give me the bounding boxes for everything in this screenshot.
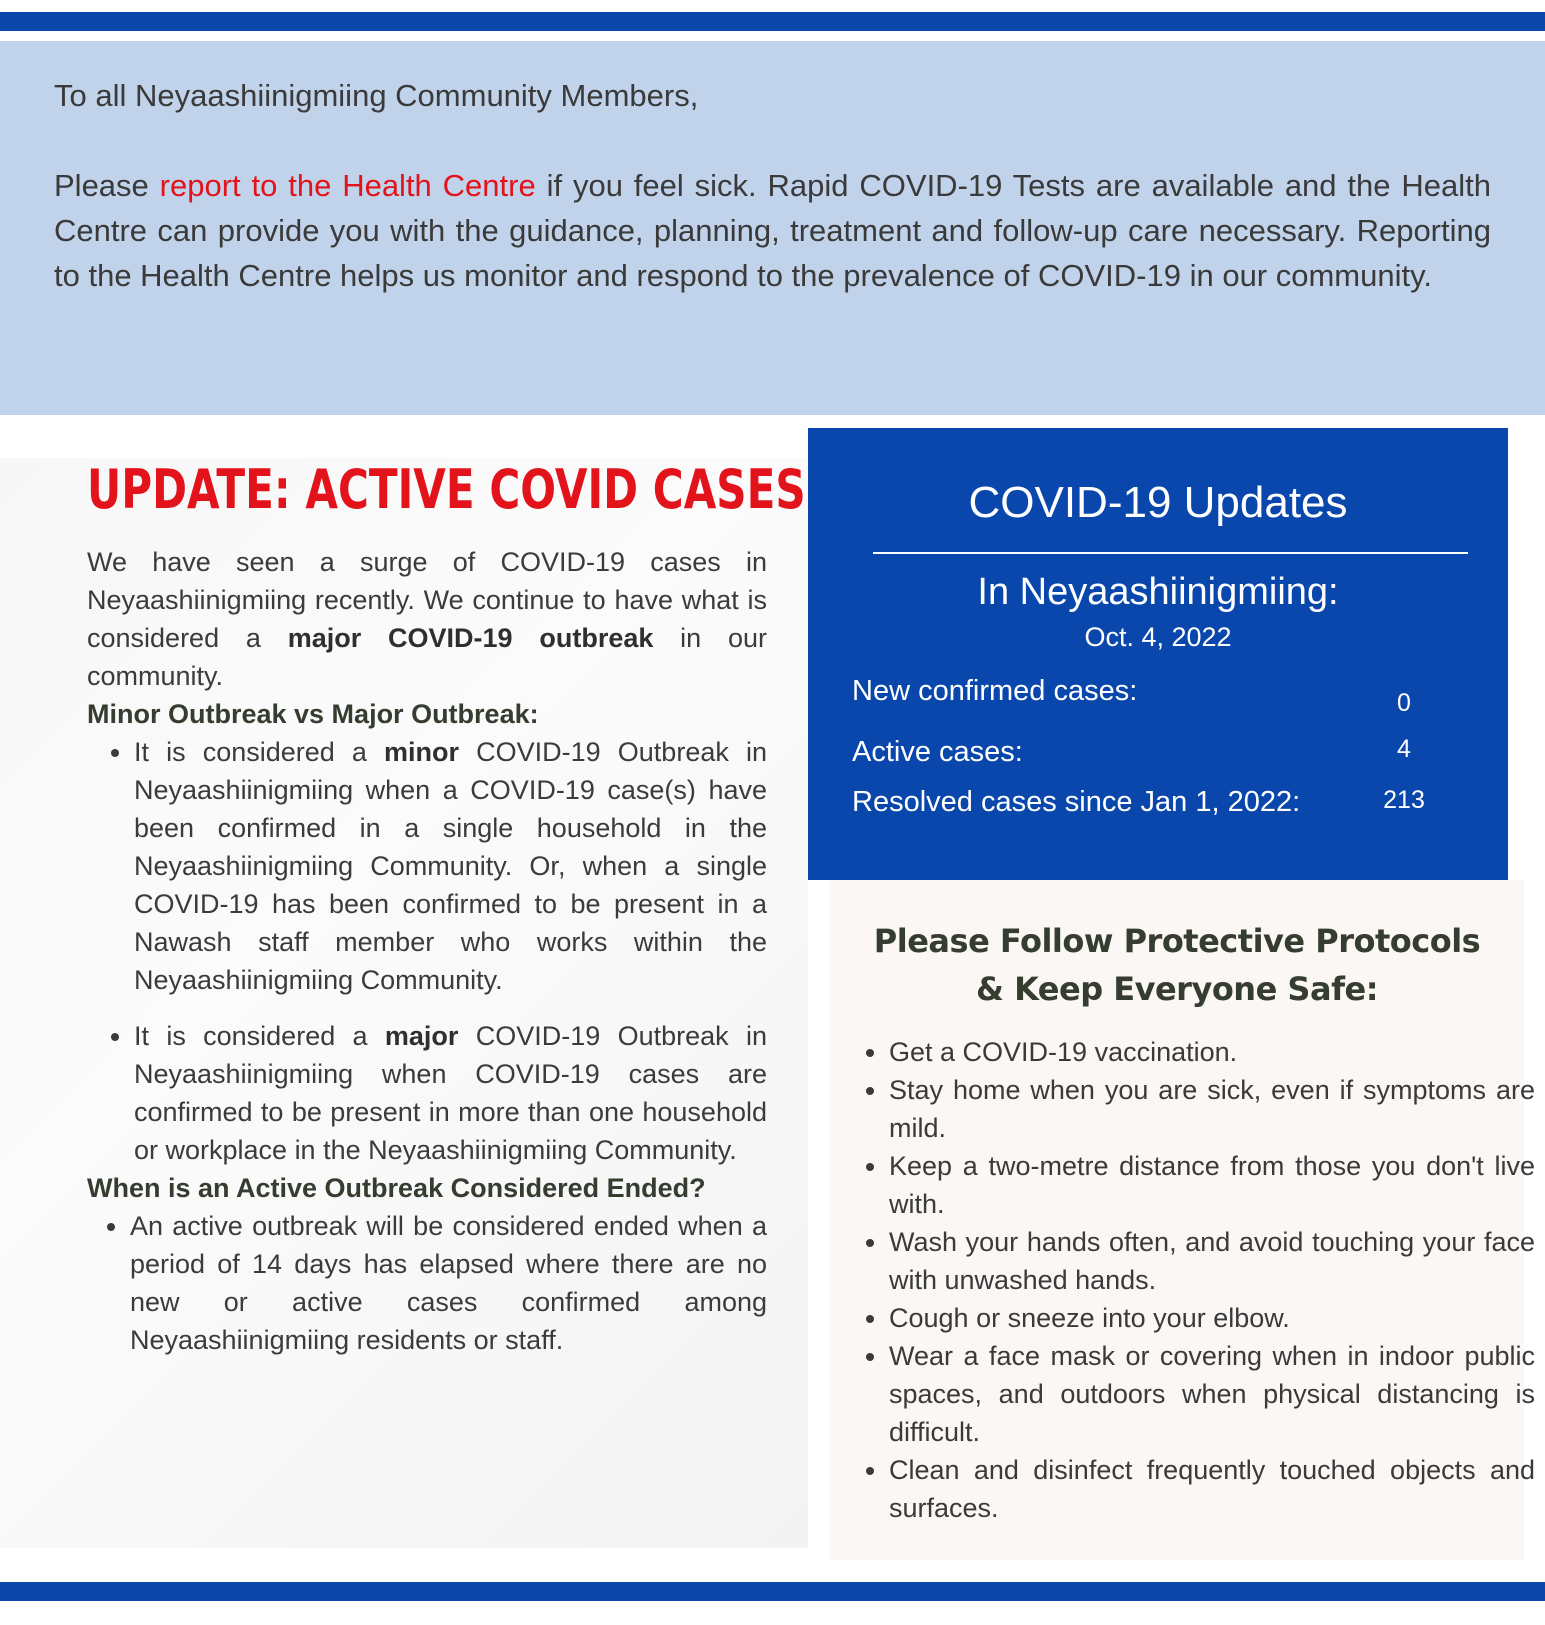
resolved-cases-label: Resolved cases since Jan 1, 2022: bbox=[852, 786, 1301, 818]
list-item: • Get a COVID-19 vaccination. bbox=[889, 1033, 1535, 1071]
active-cases-label: Active cases: bbox=[852, 736, 1023, 768]
list-item: • Wash your hands often, and avoid touching your face with unwashed hands. bbox=[889, 1223, 1535, 1299]
intro-body-post: if you feel sick. Rapid COVID-19 Tests are available and the Health Centre can provide you with the guidance, planning, treatment and follow-up care necessary. Reporting to the Health Centre helps us monitor and respond to the prevalence of COVID-19 in our community. bbox=[54, 168, 1491, 293]
surge-text-pre: We have seen a surge of COVID-19 cases in Neyaashiinigmiing recently. We continue to have what is considered a bbox=[87, 547, 767, 653]
headline: UPDATE: ACTIVE COVID CASES bbox=[87, 458, 806, 521]
protocols-title bbox=[830, 917, 1524, 1013]
minor-vs-major-heading: Minor Outbreak vs Major Outbreak: bbox=[87, 699, 539, 729]
active-cases-panel bbox=[0, 458, 808, 1548]
covid-updates-box bbox=[808, 428, 1508, 880]
new-cases-label: New confirmed cases: bbox=[852, 675, 1138, 707]
major-emphasis: major bbox=[384, 1021, 459, 1051]
list-item: • Wear a face mask or covering when in indoor public spaces, and outdoors when physical distancing is difficult. bbox=[889, 1337, 1535, 1451]
list-item-minor bbox=[134, 733, 767, 999]
minor-pre: It is considered a bbox=[134, 737, 385, 767]
list-item-ended: • An active outbreak will be considered ended when a period of 14 days has elapsed where there are no new or active cases confirmed among Neyaashiinigmiing residents or staff. bbox=[130, 1207, 767, 1359]
protocols-title-line2: & Keep Everyone Safe: bbox=[976, 970, 1378, 1008]
new-cases-value: 0 bbox=[1397, 689, 1411, 717]
intro-body-pre: Please bbox=[54, 168, 160, 203]
list-item: • Keep a two-metre distance from those you don't live with. bbox=[889, 1147, 1535, 1223]
intro-body bbox=[54, 163, 1491, 298]
major-post: COVID-19 Outbreak in Neyaashiinigmiing when COVID-19 cases are confirmed to be present in more than one household or workplace in the Neyaashiinigmiing Community. bbox=[134, 1021, 767, 1165]
list-item: • Clean and disinfect frequently touched objects and surfaces. bbox=[889, 1451, 1535, 1527]
protocols-panel bbox=[830, 880, 1535, 1560]
greeting: To all Neyaashiinigmiing Community Members, bbox=[54, 78, 699, 113]
bottom-border-bar bbox=[0, 1582, 1545, 1601]
updates-date: Oct. 4, 2022 bbox=[1084, 622, 1232, 652]
outbreak-ended-heading: When is an Active Outbreak Considered Ended? bbox=[87, 1173, 706, 1203]
outbreak-ended-list bbox=[83, 1207, 767, 1359]
active-cases-value: 4 bbox=[1397, 735, 1411, 763]
protocols-title-line1: Please Follow Protective Protocols bbox=[873, 922, 1481, 960]
top-border-bar bbox=[0, 12, 1545, 31]
surge-paragraph bbox=[87, 543, 767, 695]
updates-divider bbox=[873, 552, 1468, 554]
major-outbreak-emphasis: major COVID-19 outbreak bbox=[287, 623, 654, 653]
updates-location: In Neyaashiinigmiing: bbox=[977, 571, 1339, 613]
intro-banner bbox=[0, 41, 1545, 415]
minor-post: COVID-19 Outbreak in Neyaashiinigmiing when a COVID-19 case(s) have been confirmed in a single household in the Neyaashiinigmiing Community. Or, when a single COVID-19 has been confirmed to be present in a Nawash staff member who works within the Neyaashiinigmiing Community. bbox=[134, 737, 767, 995]
health-centre-highlight: report to the Health Centre bbox=[159, 168, 536, 203]
major-pre: It is considered a bbox=[134, 1021, 385, 1051]
updates-title: COVID-19 Updates bbox=[968, 478, 1348, 527]
surge-text-post: in our community. bbox=[87, 623, 767, 691]
resolved-cases-value: 213 bbox=[1383, 786, 1425, 814]
protocols-list bbox=[830, 1033, 1535, 1527]
list-item: • Stay home when you are sick, even if symptoms are mild. bbox=[889, 1071, 1535, 1147]
outbreak-definitions-list bbox=[87, 733, 767, 1169]
minor-emphasis: minor bbox=[384, 737, 460, 767]
list-item-major bbox=[134, 1017, 767, 1169]
list-item: • Cough or sneeze into your elbow. bbox=[889, 1299, 1535, 1337]
